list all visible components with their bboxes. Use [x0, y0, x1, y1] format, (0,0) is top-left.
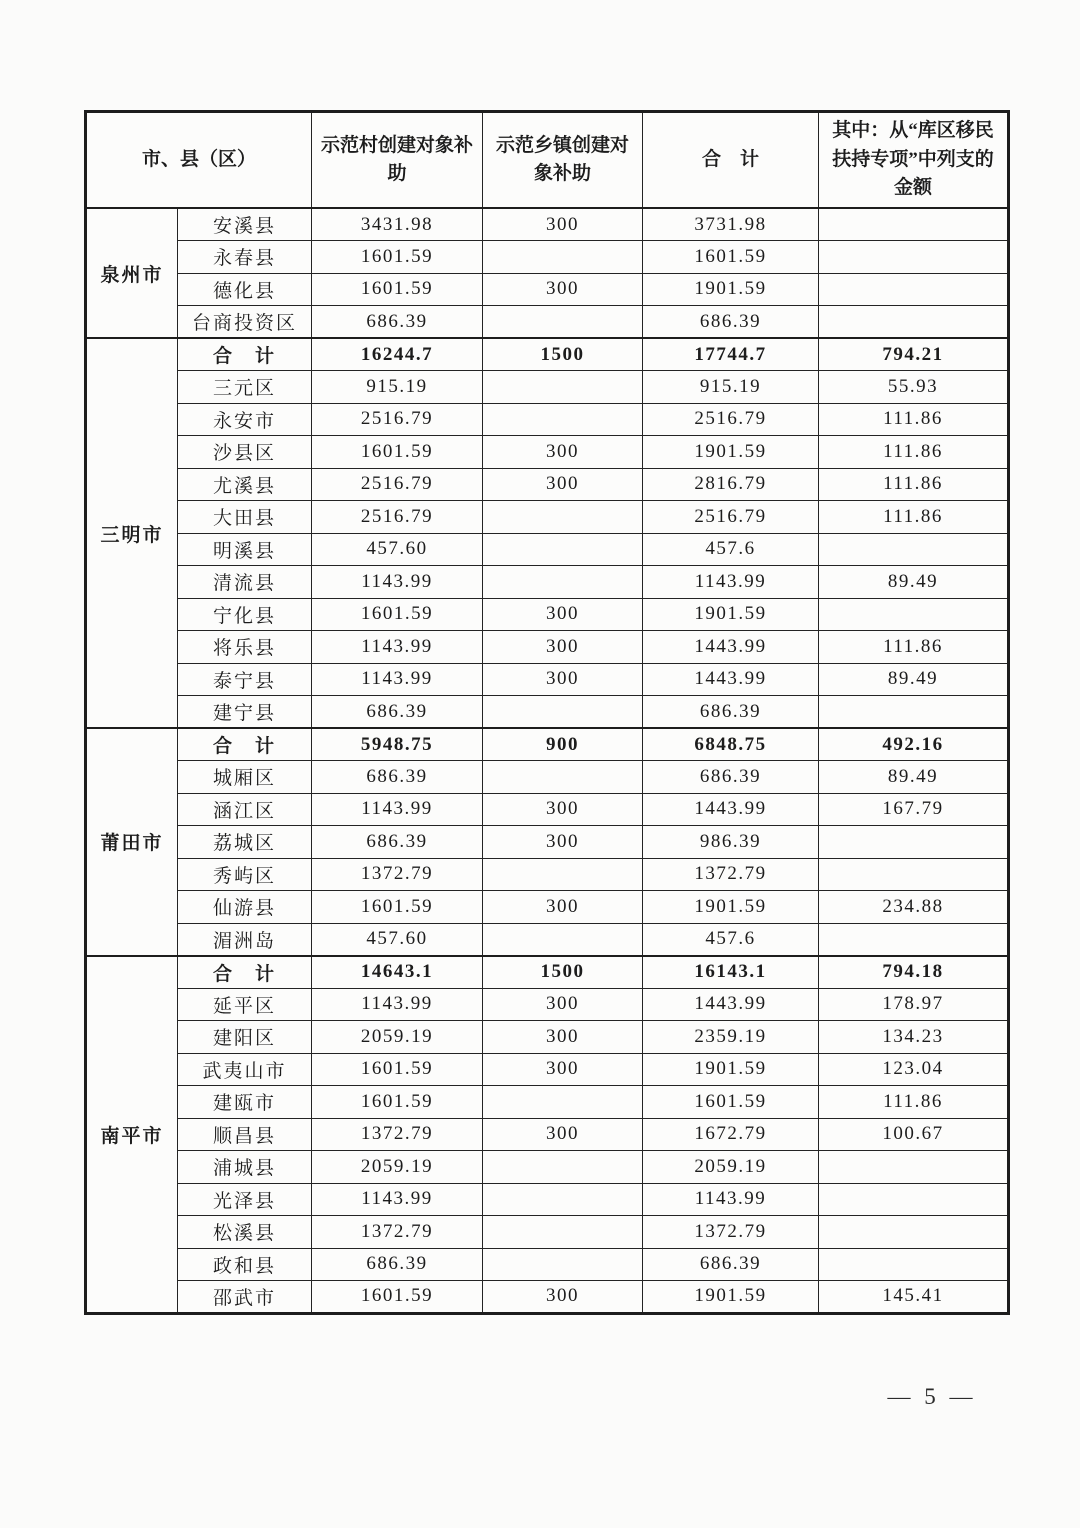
township-value-cell — [483, 761, 643, 794]
township-value-cell — [483, 566, 643, 599]
table-row — [86, 403, 1009, 436]
county-cell: 湄洲岛 — [178, 923, 312, 956]
village-value-cell: 2516.79 — [312, 468, 483, 501]
special-value-cell: 111.86 — [819, 403, 1009, 436]
village-value-cell: 1601.59 — [312, 1086, 483, 1119]
county-cell: 城厢区 — [178, 761, 312, 794]
township-value-cell — [483, 1216, 643, 1249]
township-value-cell — [483, 1248, 643, 1281]
county-cell: 三元区 — [178, 371, 312, 404]
county-cell: 松溪县 — [178, 1216, 312, 1249]
total-value-cell: 1143.99 — [643, 1183, 819, 1216]
city-cell: 南平市 — [86, 956, 178, 1314]
special-value-cell: 55.93 — [819, 371, 1009, 404]
table-row — [86, 826, 1009, 859]
table-row — [86, 663, 1009, 696]
county-cell: 尤溪县 — [178, 468, 312, 501]
table-row — [86, 1021, 1009, 1054]
township-value-cell — [483, 696, 643, 729]
total-value-cell: 1372.79 — [643, 1216, 819, 1249]
special-value-cell: 178.97 — [819, 988, 1009, 1021]
header-township-subsidy: 示范乡镇创建对象补助 — [483, 112, 643, 209]
special-value-cell — [819, 1248, 1009, 1281]
table-row — [86, 988, 1009, 1021]
table-row — [86, 468, 1009, 501]
special-value-cell: 89.49 — [819, 566, 1009, 599]
table-row — [86, 858, 1009, 891]
township-value-cell — [483, 533, 643, 566]
table-row — [86, 1216, 1009, 1249]
county-cell: 明溪县 — [178, 533, 312, 566]
county-cell: 荔城区 — [178, 826, 312, 859]
table-row — [86, 1086, 1009, 1119]
county-cell: 永春县 — [178, 241, 312, 274]
county-cell: 浦城县 — [178, 1151, 312, 1184]
city-cell: 泉州市 — [86, 208, 178, 338]
table-row — [86, 306, 1009, 339]
total-value-cell: 686.39 — [643, 696, 819, 729]
village-value-cell: 457.60 — [312, 533, 483, 566]
township-value-cell — [483, 1151, 643, 1184]
special-value-cell: 145.41 — [819, 1281, 1009, 1314]
county-cell: 邵武市 — [178, 1281, 312, 1314]
township-value-cell — [483, 501, 643, 534]
township-value-cell — [483, 306, 643, 339]
special-value-cell: 111.86 — [819, 1086, 1009, 1119]
township-value-cell: 300 — [483, 891, 643, 924]
village-value-cell: 1601.59 — [312, 1053, 483, 1086]
table-row — [86, 1281, 1009, 1314]
village-value-cell: 1601.59 — [312, 891, 483, 924]
county-cell: 政和县 — [178, 1248, 312, 1281]
special-value-cell — [819, 1183, 1009, 1216]
county-cell: 台商投资区 — [178, 306, 312, 339]
county-cell: 将乐县 — [178, 631, 312, 664]
total-value-cell: 1443.99 — [643, 631, 819, 664]
table-header — [86, 112, 1009, 209]
village-value-cell: 686.39 — [312, 761, 483, 794]
village-value-cell: 1601.59 — [312, 436, 483, 469]
total-value-cell: 2359.19 — [643, 1021, 819, 1054]
special-value-cell: 100.67 — [819, 1118, 1009, 1151]
special-value-cell: 111.86 — [819, 468, 1009, 501]
village-value-cell: 5948.75 — [312, 728, 483, 761]
village-value-cell: 2059.19 — [312, 1151, 483, 1184]
village-value-cell: 1143.99 — [312, 663, 483, 696]
county-cell: 延平区 — [178, 988, 312, 1021]
total-value-cell: 2516.79 — [643, 501, 819, 534]
table-row — [86, 1151, 1009, 1184]
county-cell: 沙县区 — [178, 436, 312, 469]
village-value-cell: 1601.59 — [312, 598, 483, 631]
county-cell: 建瓯市 — [178, 1086, 312, 1119]
county-cell: 清流县 — [178, 566, 312, 599]
total-value-cell: 1901.59 — [643, 1281, 819, 1314]
header-special-fund: 其中：从“库区移民扶持专项”中列支的金额 — [819, 112, 1009, 209]
village-value-cell: 686.39 — [312, 1248, 483, 1281]
township-value-cell: 1500 — [483, 338, 643, 371]
table-row — [86, 956, 1009, 989]
special-value-cell: 794.21 — [819, 338, 1009, 371]
total-value-cell: 915.19 — [643, 371, 819, 404]
total-value-cell: 1143.99 — [643, 566, 819, 599]
special-value-cell — [819, 1151, 1009, 1184]
header-total: 合 计 — [643, 112, 819, 209]
table-row — [86, 501, 1009, 534]
village-value-cell: 1601.59 — [312, 1281, 483, 1314]
village-value-cell: 686.39 — [312, 826, 483, 859]
total-value-cell: 1601.59 — [643, 1086, 819, 1119]
table-row — [86, 923, 1009, 956]
county-cell: 秀屿区 — [178, 858, 312, 891]
total-value-cell: 1901.59 — [643, 273, 819, 306]
village-value-cell: 457.60 — [312, 923, 483, 956]
total-value-cell: 1372.79 — [643, 858, 819, 891]
county-cell: 安溪县 — [178, 208, 312, 241]
county-cell: 光泽县 — [178, 1183, 312, 1216]
township-value-cell: 300 — [483, 1118, 643, 1151]
table-row — [86, 533, 1009, 566]
header-region: 市、县（区） — [86, 112, 312, 209]
special-value-cell: 134.23 — [819, 1021, 1009, 1054]
township-value-cell: 300 — [483, 1281, 643, 1314]
table-row — [86, 891, 1009, 924]
township-value-cell: 300 — [483, 663, 643, 696]
total-value-cell: 686.39 — [643, 761, 819, 794]
township-value-cell: 300 — [483, 988, 643, 1021]
county-cell: 涵江区 — [178, 793, 312, 826]
total-value-cell: 457.6 — [643, 533, 819, 566]
special-value-cell: 111.86 — [819, 631, 1009, 664]
header-row — [86, 112, 1009, 209]
special-value-cell — [819, 696, 1009, 729]
county-cell: 泰宁县 — [178, 663, 312, 696]
table-row — [86, 1183, 1009, 1216]
village-value-cell: 16244.7 — [312, 338, 483, 371]
total-value-cell: 1901.59 — [643, 598, 819, 631]
township-value-cell — [483, 923, 643, 956]
village-value-cell: 2059.19 — [312, 1021, 483, 1054]
subsidy-table — [84, 110, 1010, 1315]
total-value-cell: 2516.79 — [643, 403, 819, 436]
table-row — [86, 696, 1009, 729]
township-value-cell: 300 — [483, 1053, 643, 1086]
special-value-cell — [819, 923, 1009, 956]
total-value-cell: 1901.59 — [643, 1053, 819, 1086]
township-value-cell — [483, 858, 643, 891]
township-value-cell — [483, 1086, 643, 1119]
village-value-cell: 1143.99 — [312, 1183, 483, 1216]
county-cell: 武夷山市 — [178, 1053, 312, 1086]
village-value-cell: 1372.79 — [312, 1216, 483, 1249]
village-value-cell: 1372.79 — [312, 1118, 483, 1151]
special-value-cell: 123.04 — [819, 1053, 1009, 1086]
special-value-cell — [819, 826, 1009, 859]
table-row — [86, 371, 1009, 404]
total-value-cell: 2816.79 — [643, 468, 819, 501]
total-value-cell: 1672.79 — [643, 1118, 819, 1151]
village-value-cell: 2516.79 — [312, 403, 483, 436]
township-value-cell — [483, 241, 643, 274]
county-cell: 顺昌县 — [178, 1118, 312, 1151]
county-cell: 永安市 — [178, 403, 312, 436]
village-value-cell: 1601.59 — [312, 273, 483, 306]
special-value-cell: 794.18 — [819, 956, 1009, 989]
special-value-cell — [819, 306, 1009, 339]
total-value-cell: 17744.7 — [643, 338, 819, 371]
county-cell: 合 计 — [178, 338, 312, 371]
village-value-cell: 1143.99 — [312, 631, 483, 664]
village-value-cell: 1372.79 — [312, 858, 483, 891]
total-value-cell: 686.39 — [643, 306, 819, 339]
special-value-cell: 492.16 — [819, 728, 1009, 761]
total-value-cell: 1443.99 — [643, 988, 819, 1021]
total-value-cell: 1601.59 — [643, 241, 819, 274]
county-cell: 大田县 — [178, 501, 312, 534]
table-row — [86, 761, 1009, 794]
total-value-cell: 1901.59 — [643, 891, 819, 924]
township-value-cell: 900 — [483, 728, 643, 761]
table-row — [86, 1248, 1009, 1281]
village-value-cell: 915.19 — [312, 371, 483, 404]
city-cell: 三明市 — [86, 338, 178, 728]
special-value-cell — [819, 273, 1009, 306]
total-value-cell: 16143.1 — [643, 956, 819, 989]
village-value-cell: 686.39 — [312, 306, 483, 339]
township-value-cell: 300 — [483, 793, 643, 826]
special-value-cell: 111.86 — [819, 436, 1009, 469]
total-value-cell: 1901.59 — [643, 436, 819, 469]
township-value-cell — [483, 1183, 643, 1216]
county-cell: 宁化县 — [178, 598, 312, 631]
village-value-cell: 1601.59 — [312, 241, 483, 274]
village-value-cell: 1143.99 — [312, 566, 483, 599]
special-value-cell: 111.86 — [819, 501, 1009, 534]
table-row — [86, 1118, 1009, 1151]
township-value-cell — [483, 371, 643, 404]
table-row — [86, 598, 1009, 631]
table-row — [86, 241, 1009, 274]
village-value-cell: 2516.79 — [312, 501, 483, 534]
total-value-cell: 3731.98 — [643, 208, 819, 241]
total-value-cell: 6848.75 — [643, 728, 819, 761]
township-value-cell — [483, 403, 643, 436]
special-value-cell: 167.79 — [819, 793, 1009, 826]
table-row — [86, 436, 1009, 469]
village-value-cell: 1143.99 — [312, 988, 483, 1021]
table-row — [86, 793, 1009, 826]
table-body — [86, 208, 1009, 1313]
special-value-cell: 89.49 — [819, 761, 1009, 794]
page-number: — 5 — — [887, 1384, 977, 1409]
table-row — [86, 566, 1009, 599]
township-value-cell: 300 — [483, 208, 643, 241]
total-value-cell: 986.39 — [643, 826, 819, 859]
county-cell: 合 计 — [178, 956, 312, 989]
township-value-cell: 300 — [483, 598, 643, 631]
special-value-cell — [819, 241, 1009, 274]
township-value-cell: 300 — [483, 436, 643, 469]
county-cell: 仙游县 — [178, 891, 312, 924]
county-cell: 德化县 — [178, 273, 312, 306]
special-value-cell: 89.49 — [819, 663, 1009, 696]
county-cell: 合 计 — [178, 728, 312, 761]
village-value-cell: 14643.1 — [312, 956, 483, 989]
total-value-cell: 1443.99 — [643, 663, 819, 696]
table-row — [86, 338, 1009, 371]
township-value-cell: 300 — [483, 826, 643, 859]
city-cell: 莆田市 — [86, 728, 178, 956]
special-value-cell — [819, 208, 1009, 241]
special-value-cell — [819, 1216, 1009, 1249]
village-value-cell: 686.39 — [312, 696, 483, 729]
table-row — [86, 728, 1009, 761]
village-value-cell: 3431.98 — [312, 208, 483, 241]
table-row — [86, 631, 1009, 664]
table-row — [86, 1053, 1009, 1086]
township-value-cell: 1500 — [483, 956, 643, 989]
header-village-subsidy: 示范村创建对象补助 — [312, 112, 483, 209]
township-value-cell: 300 — [483, 273, 643, 306]
special-value-cell — [819, 598, 1009, 631]
village-value-cell: 1143.99 — [312, 793, 483, 826]
total-value-cell: 686.39 — [643, 1248, 819, 1281]
county-cell: 建宁县 — [178, 696, 312, 729]
special-value-cell — [819, 858, 1009, 891]
total-value-cell: 457.6 — [643, 923, 819, 956]
county-cell: 建阳区 — [178, 1021, 312, 1054]
township-value-cell: 300 — [483, 631, 643, 664]
special-value-cell — [819, 533, 1009, 566]
township-value-cell: 300 — [483, 1021, 643, 1054]
total-value-cell: 2059.19 — [643, 1151, 819, 1184]
township-value-cell: 300 — [483, 468, 643, 501]
total-value-cell: 1443.99 — [643, 793, 819, 826]
table-row — [86, 208, 1009, 241]
table-row — [86, 273, 1009, 306]
special-value-cell: 234.88 — [819, 891, 1009, 924]
